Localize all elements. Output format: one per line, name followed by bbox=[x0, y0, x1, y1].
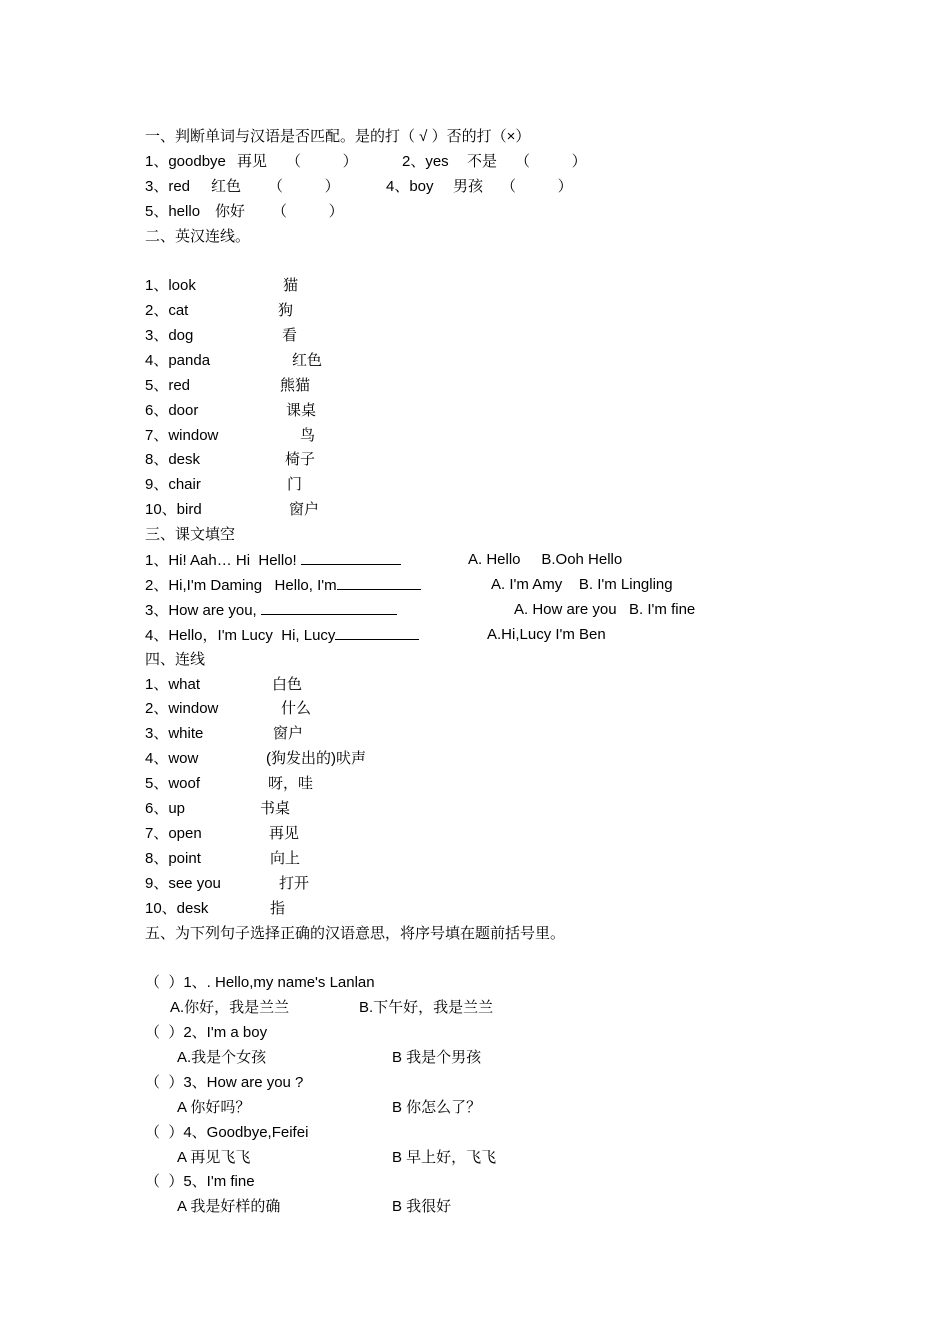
s5-q5-option-a: A 我是好样的确 bbox=[177, 1198, 281, 1215]
s4-item5-en: 5、woof bbox=[145, 775, 201, 792]
s2-item3-en: 3、dog bbox=[145, 327, 194, 344]
s5-q4-option-a: A 再见飞飞 bbox=[177, 1149, 251, 1166]
s4-item2-en: 2、window bbox=[145, 700, 219, 717]
s1-item4-answer-paren[interactable]: （ ） bbox=[501, 178, 573, 195]
section5-heading: 五、为下列句子选择正确的汉语意思，将序号填在题前括号里。 bbox=[145, 925, 566, 942]
s5-q5: （ ）5、I'm fine bbox=[145, 1173, 255, 1190]
s2-item1-cn: 猫 bbox=[283, 277, 299, 294]
s5-q2: （ ）2、I'm a boy bbox=[145, 1024, 268, 1041]
s5-q1: （ ）1、. Hello,my name's Lanlan bbox=[145, 974, 375, 991]
section4-heading: 四、连线 bbox=[145, 651, 206, 668]
s4-item7-en: 7、open bbox=[145, 825, 202, 842]
s3-q3: 3、How are you, bbox=[145, 600, 397, 621]
s3-q4-blank[interactable] bbox=[335, 625, 419, 640]
s4-item1-cn: 白色 bbox=[272, 676, 303, 693]
s2-item8-cn: 椅子 bbox=[285, 451, 316, 468]
s1-item4-word: 4、boy bbox=[386, 178, 434, 195]
s5-q3-option-b: B 你怎么了？ bbox=[392, 1099, 482, 1116]
s4-item8-cn: 向上 bbox=[270, 850, 301, 867]
s3-q4: 4、Hello，I'm Lucy Hi, Lucy bbox=[145, 625, 419, 646]
s3-q1: 1、Hi! Aah… Hi Hello! bbox=[145, 550, 401, 571]
s1-item5-word: 5、hello bbox=[145, 203, 201, 220]
section1-heading: 一、判断单词与汉语是否匹配。是的打（ √ ）否的打（×） bbox=[145, 128, 531, 145]
s4-item7-cn: 再见 bbox=[269, 825, 300, 842]
s1-item3-word: 3、red bbox=[145, 178, 191, 195]
s4-item1-en: 1、what bbox=[145, 676, 201, 693]
s1-item1-answer-paren[interactable]: （ ） bbox=[286, 153, 358, 170]
s2-item4-cn: 红色 bbox=[292, 352, 323, 369]
s1-item2-answer-paren[interactable]: （ ） bbox=[515, 153, 587, 170]
s2-item6-cn: 课桌 bbox=[286, 402, 317, 419]
s2-item1-en: 1、look bbox=[145, 277, 196, 294]
s5-q3-option-a: A 你好吗？ bbox=[177, 1099, 251, 1116]
s1-item5-meaning: 你好 bbox=[215, 203, 246, 220]
section2-heading: 二、英汉连线。 bbox=[145, 228, 251, 245]
s4-item2-cn: 什么 bbox=[281, 700, 312, 717]
s3-q1-options: A. Hello B.Ooh Hello bbox=[468, 551, 623, 568]
s5-q5-option-b: B 我很好 bbox=[392, 1198, 452, 1215]
s2-item10-en: 10、bird bbox=[145, 501, 202, 518]
s3-q1-blank[interactable] bbox=[301, 550, 401, 565]
s2-item6-en: 6、door bbox=[145, 402, 199, 419]
s2-item9-cn: 门 bbox=[287, 476, 303, 493]
s4-item4-cn: (狗发出的)吠声 bbox=[266, 750, 366, 767]
s2-item7-cn: 鸟 bbox=[300, 427, 316, 444]
s2-item3-cn: 看 bbox=[282, 327, 298, 344]
s4-item9-cn: 打开 bbox=[279, 875, 310, 892]
s4-item3-cn: 窗户 bbox=[273, 725, 304, 742]
s1-item3-answer-paren[interactable]: （ ） bbox=[268, 178, 340, 195]
s4-item8-en: 8、point bbox=[145, 850, 201, 867]
s4-item6-en: 6、up bbox=[145, 800, 186, 817]
s2-item2-en: 2、cat bbox=[145, 302, 189, 319]
s2-item5-cn: 熊猫 bbox=[280, 377, 311, 394]
s2-item2-cn: 狗 bbox=[278, 302, 294, 319]
s2-item5-en: 5、red bbox=[145, 377, 191, 394]
s3-q3-blank[interactable] bbox=[261, 600, 397, 615]
s3-q4-options: A.Hi,Lucy I'm Ben bbox=[487, 626, 606, 643]
s3-q2: 2、Hi,I'm Daming Hello, I'm bbox=[145, 575, 421, 596]
s5-q1-option-a: A.你好，我是兰兰 bbox=[170, 999, 290, 1016]
s5-q2-option-a: A.我是个女孩 bbox=[177, 1049, 267, 1066]
s5-q2-option-b: B 我是个男孩 bbox=[392, 1049, 482, 1066]
section3-heading: 三、课文填空 bbox=[145, 526, 236, 543]
s2-item9-en: 9、chair bbox=[145, 476, 201, 493]
s4-item6-cn: 书桌 bbox=[260, 800, 291, 817]
s2-item7-en: 7、window bbox=[145, 427, 219, 444]
s3-q3-options: A. How are you B. I'm fine bbox=[514, 601, 696, 618]
s5-q4: （ ）4、Goodbye,Feifei bbox=[145, 1124, 309, 1141]
s4-item10-cn: 指 bbox=[270, 900, 286, 917]
s1-item4-meaning: 男孩 bbox=[453, 178, 484, 195]
s2-item10-cn: 窗户 bbox=[289, 501, 320, 518]
s4-item9-en: 9、see you bbox=[145, 875, 221, 892]
s5-q3: （ ）3、How are you ? bbox=[145, 1074, 304, 1091]
s1-item3-meaning: 红色 bbox=[211, 178, 242, 195]
s4-item4-en: 4、wow bbox=[145, 750, 199, 767]
s3-q2-options: A. I'm Amy B. I'm Lingling bbox=[491, 576, 673, 593]
s5-q4-option-b: B 早上好，飞飞 bbox=[392, 1149, 497, 1166]
s4-item5-cn: 呀，哇 bbox=[268, 775, 314, 792]
s1-item2-meaning: 不是 bbox=[467, 153, 498, 170]
s3-q2-blank[interactable] bbox=[337, 575, 421, 590]
s4-item10-en: 10、desk bbox=[145, 900, 209, 917]
s1-item5-answer-paren[interactable]: （ ） bbox=[272, 203, 344, 220]
s4-item3-en: 3、white bbox=[145, 725, 204, 742]
s5-q1-option-b: B.下午好，我是兰兰 bbox=[359, 999, 494, 1016]
s1-item1-word: 1、goodbye bbox=[145, 153, 226, 170]
s2-item4-en: 4、panda bbox=[145, 352, 211, 369]
s2-item8-en: 8、desk bbox=[145, 451, 201, 468]
s1-item1-meaning: 再见 bbox=[237, 153, 268, 170]
s1-item2-word: 2、yes bbox=[402, 153, 449, 170]
